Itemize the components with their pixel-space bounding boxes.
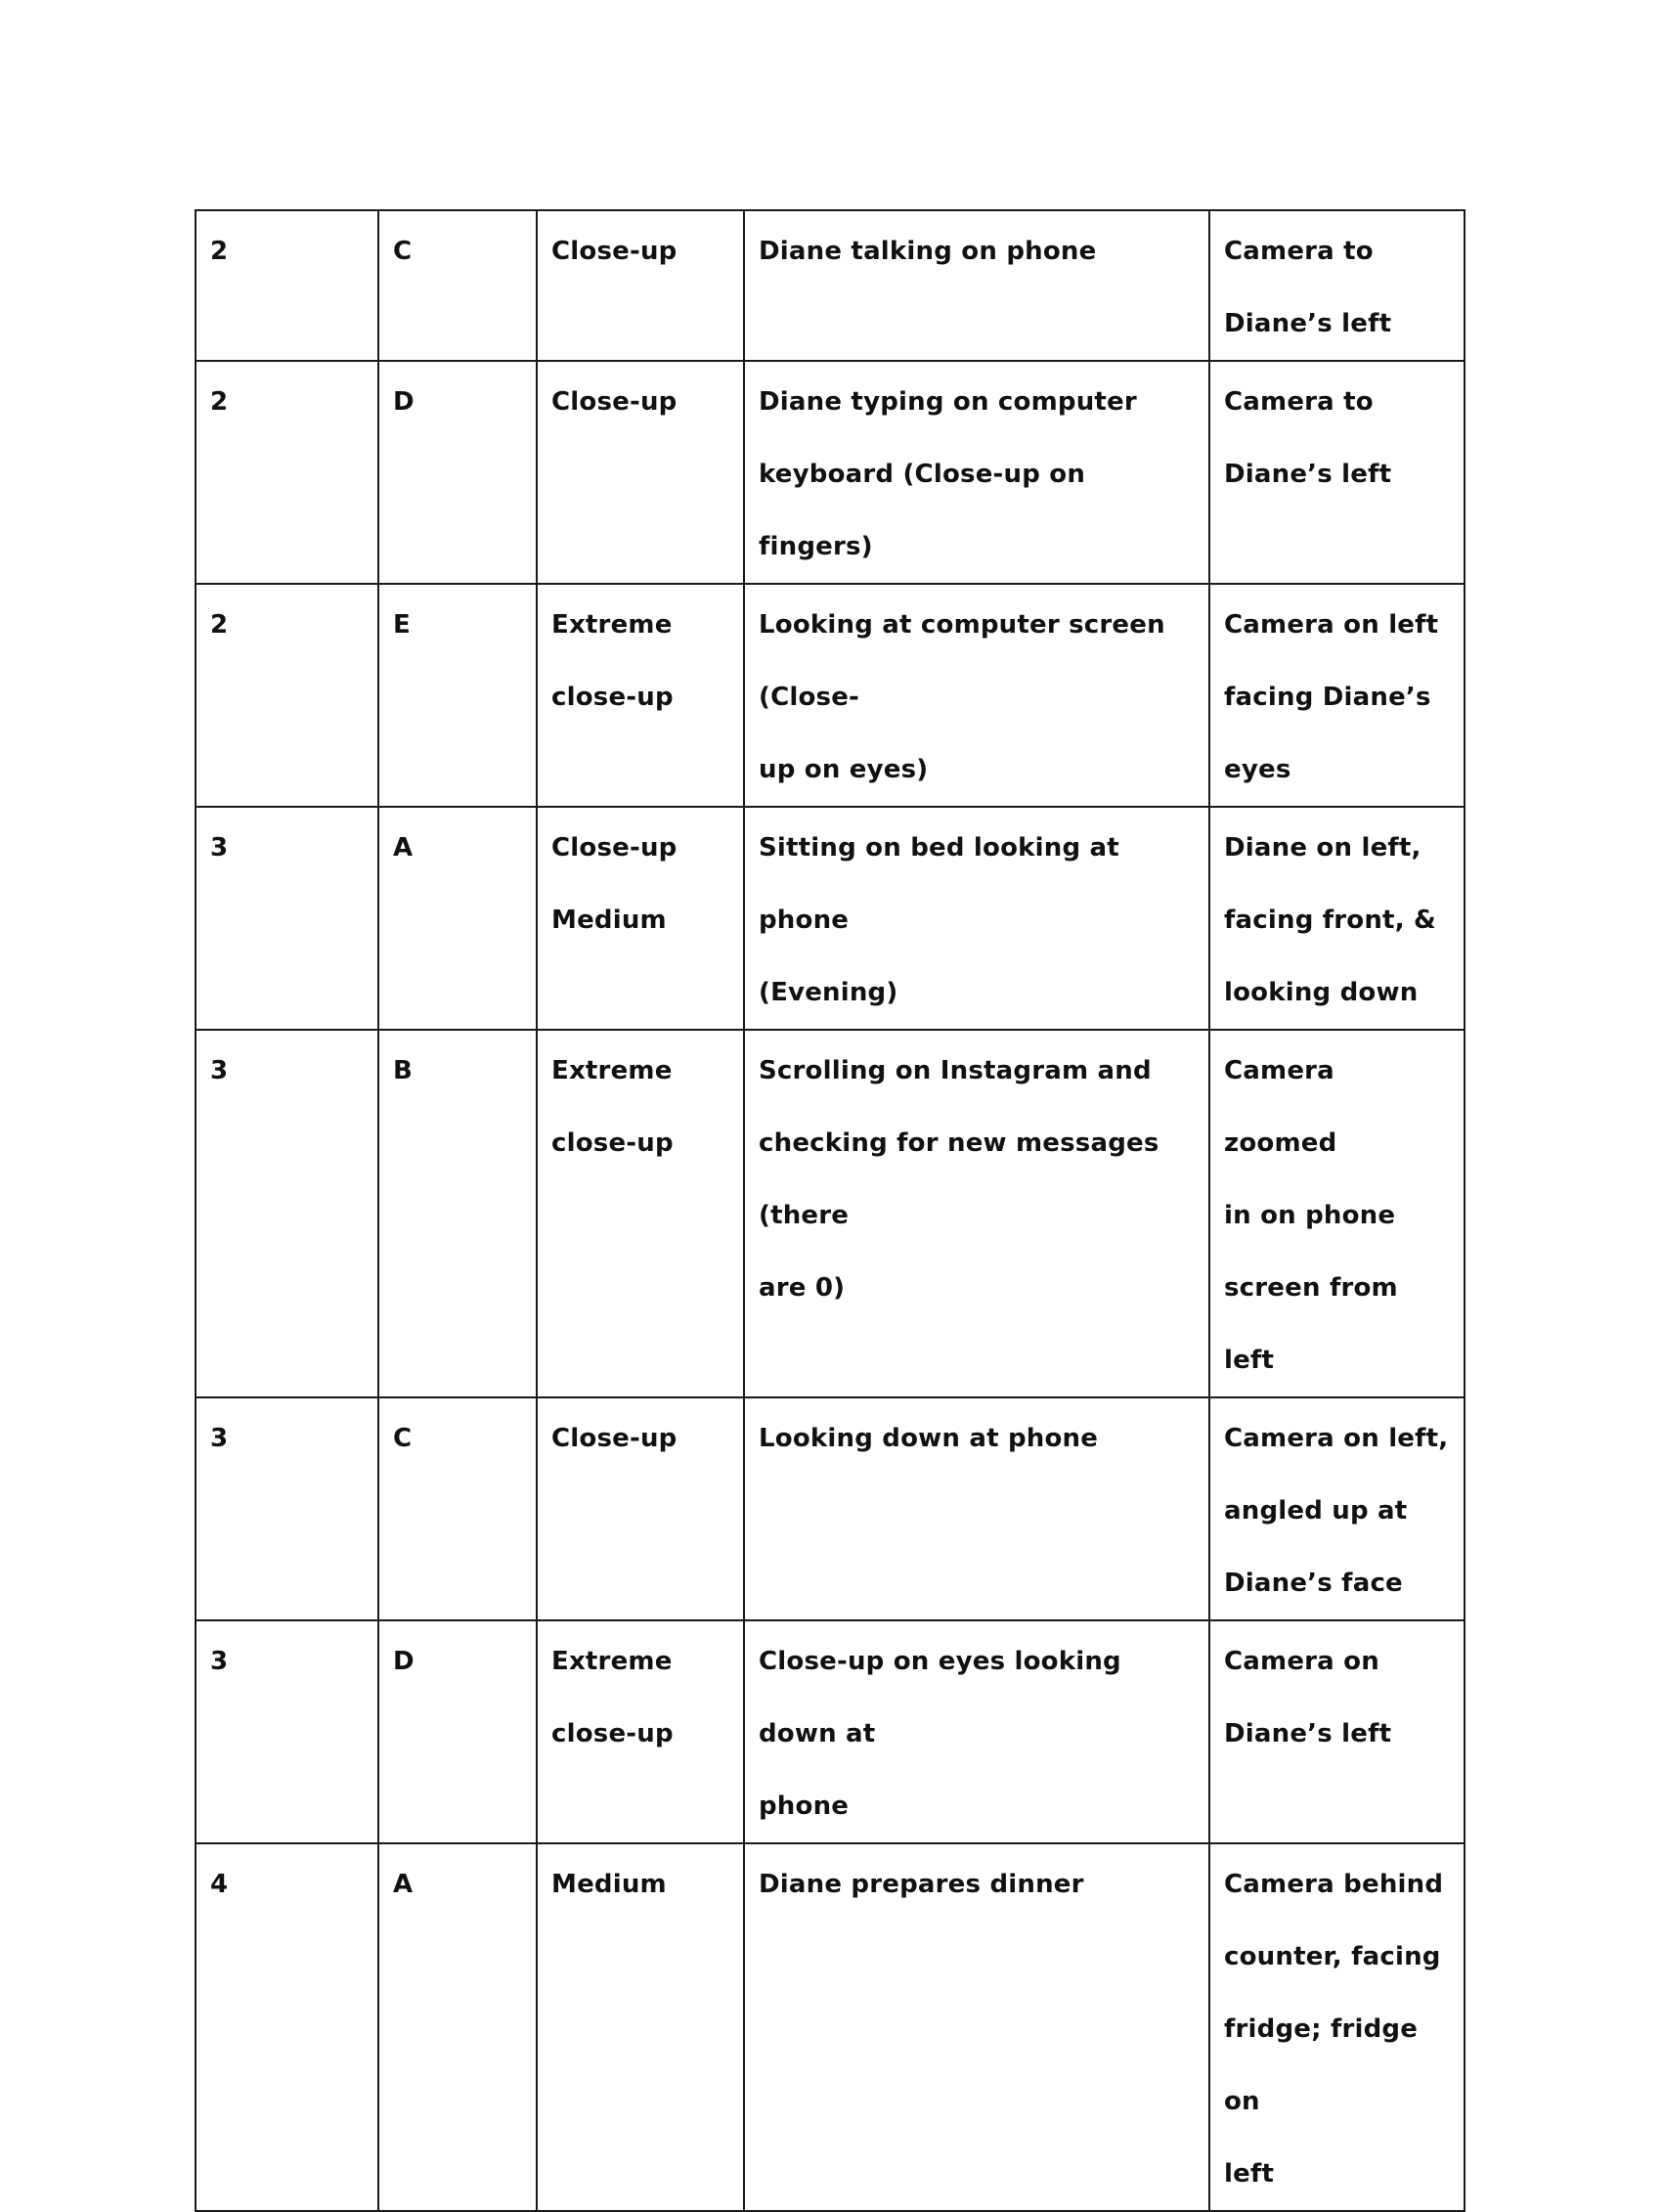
shot-letter-text: C (393, 237, 413, 266)
shot-letter-cell (378, 584, 537, 807)
shot-description-text: Diane talking on phone (759, 237, 1097, 266)
scene-number-text: 2 (210, 610, 229, 640)
shot-type-text: Close-up (551, 237, 678, 266)
shot-type-cell (537, 1843, 744, 2211)
camera-angle-text: Camera to Diane’s left (1224, 387, 1392, 489)
table-row (196, 210, 1465, 361)
shot-letter-text: E (393, 610, 411, 640)
shot-type-cell (537, 1030, 744, 1397)
scene-number-cell (196, 361, 378, 584)
shot-letter-cell (378, 1620, 537, 1843)
shot-type-cell (537, 1620, 744, 1843)
shot-description-cell (744, 1030, 1209, 1397)
shot-type-text: Extreme close-up (551, 1647, 674, 1748)
shot-description-text: Sitting on bed looking at phone (Evening) (759, 833, 1119, 1007)
table-row (196, 1397, 1465, 1620)
shot-description-cell (744, 210, 1209, 361)
shot-letter-text: A (393, 1870, 414, 1899)
table-row (196, 1843, 1465, 2211)
shot-letter-text: C (393, 1424, 413, 1453)
shot-letter-text: A (393, 833, 414, 863)
shot-description-text: Looking at computer screen (Close- up on eyes) (759, 610, 1165, 784)
shot-letter-cell (378, 807, 537, 1030)
scene-number-text: 3 (210, 833, 229, 863)
scene-number-text: 3 (210, 1647, 229, 1676)
shot-type-cell (537, 584, 744, 807)
camera-angle-cell (1209, 361, 1465, 584)
table-row (196, 361, 1465, 584)
camera-angle-cell (1209, 807, 1465, 1030)
shot-letter-text: D (393, 387, 415, 417)
shot-letter-text: B (393, 1056, 414, 1085)
scene-number-cell (196, 1030, 378, 1397)
scene-number-text: 2 (210, 237, 229, 266)
scene-number-cell (196, 210, 378, 361)
shot-list-body (196, 210, 1465, 2211)
shot-description-text: Diane typing on computer keyboard (Close-up on fingers) (759, 387, 1137, 561)
camera-angle-text: Camera on left facing Diane’s eyes (1224, 610, 1439, 784)
camera-angle-cell (1209, 1397, 1465, 1620)
camera-angle-cell (1209, 584, 1465, 807)
shot-type-text: Close-up Medium (551, 833, 678, 935)
camera-angle-text: Camera to Diane’s left (1224, 237, 1392, 338)
shot-type-cell (537, 1397, 744, 1620)
shot-description-cell (744, 1620, 1209, 1843)
scene-number-cell (196, 584, 378, 807)
shot-description-cell (744, 361, 1209, 584)
table-row (196, 807, 1465, 1030)
shot-letter-cell (378, 1397, 537, 1620)
shot-type-text: Close-up (551, 387, 678, 417)
camera-angle-text: Camera on left, angled up at Diane’s face (1224, 1424, 1449, 1598)
shot-type-text: Extreme close-up (551, 1056, 674, 1158)
table-row (196, 584, 1465, 807)
shot-description-cell (744, 1397, 1209, 1620)
shot-description-text: Scrolling on Instagram and checking for new messages (there are 0) (759, 1056, 1159, 1303)
shot-list-table (195, 209, 1465, 2212)
shot-letter-cell (378, 1030, 537, 1397)
shot-type-text: Medium (551, 1870, 667, 1899)
shot-description-cell (744, 1843, 1209, 2211)
shot-type-text: Close-up (551, 1424, 678, 1453)
shot-type-cell (537, 361, 744, 584)
shot-letter-cell (378, 1843, 537, 2211)
camera-angle-cell (1209, 1843, 1465, 2211)
camera-angle-text: Camera zoomed in on phone screen from left (1224, 1056, 1398, 1375)
scene-number-text: 3 (210, 1424, 229, 1453)
shot-type-cell (537, 210, 744, 361)
shot-description-text: Close-up on eyes looking down at phone (759, 1647, 1121, 1821)
scene-number-text: 4 (210, 1870, 229, 1899)
table-row (196, 1620, 1465, 1843)
shot-letter-text: D (393, 1647, 415, 1676)
camera-angle-cell (1209, 1620, 1465, 1843)
camera-angle-text: Camera behind counter, facing fridge; fridge on left (1224, 1870, 1444, 2189)
shot-type-cell (537, 807, 744, 1030)
camera-angle-cell (1209, 210, 1465, 361)
shot-letter-cell (378, 210, 537, 361)
scene-number-cell (196, 1620, 378, 1843)
shot-type-text: Extreme close-up (551, 610, 674, 712)
scene-number-cell (196, 807, 378, 1030)
shot-description-cell (744, 584, 1209, 807)
camera-angle-text: Camera on Diane’s left (1224, 1647, 1392, 1748)
table-row (196, 1030, 1465, 1397)
shot-letter-cell (378, 361, 537, 584)
camera-angle-text: Diane on left, facing front, & looking down (1224, 833, 1436, 1007)
scene-number-cell (196, 1843, 378, 2211)
scene-number-text: 2 (210, 387, 229, 417)
scene-number-text: 3 (210, 1056, 229, 1085)
scene-number-cell (196, 1397, 378, 1620)
shot-description-text: Looking down at phone (759, 1424, 1099, 1453)
camera-angle-cell (1209, 1030, 1465, 1397)
shot-description-text: Diane prepares dinner (759, 1870, 1084, 1899)
shot-description-cell (744, 807, 1209, 1030)
